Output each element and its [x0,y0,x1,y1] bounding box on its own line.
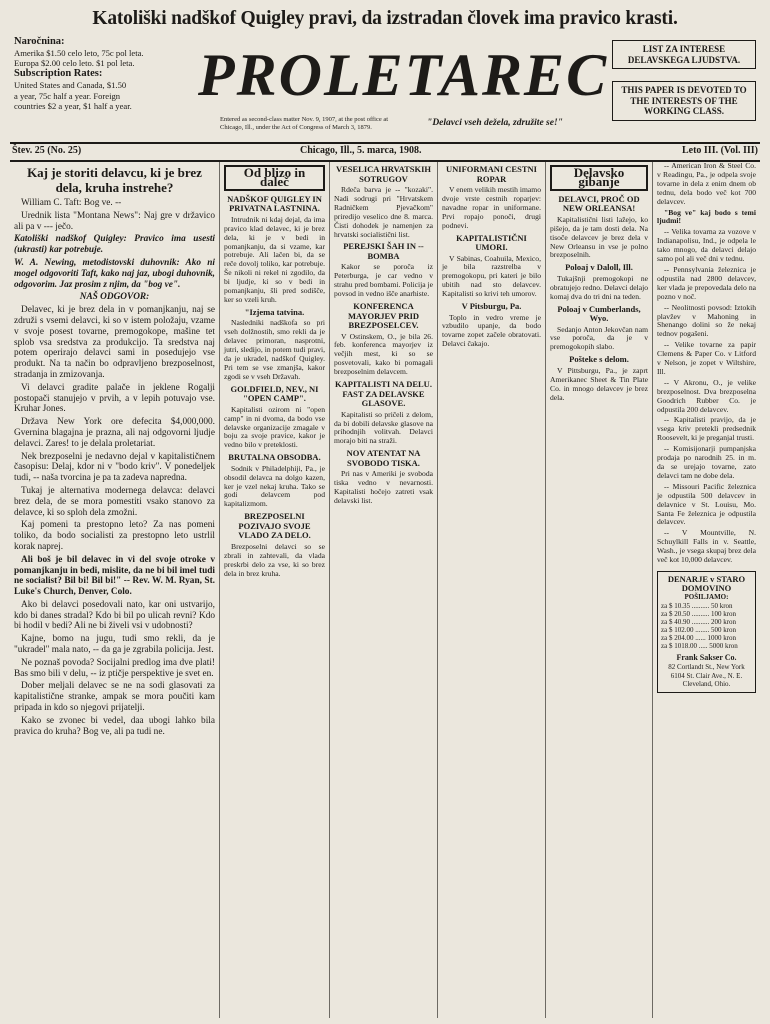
article-title: Poloaj v Daloll, Ill. [565,262,633,273]
headline-banner: Katoliški nadškof Quigley pravi, da izstradan človek ima pravico krasti. [92,8,678,29]
brief-paragraph: Vi delavci gradite palače in jeklene Rogalji postopači stanujejo v prvih, a v lepih potuvajo vse. Kruhar Jones. [14,382,215,415]
brief-paragraph: Nek brezposelni je nedavno dejal v kapitalističnem časopisu: Delaj, kdor ni v "bodo kriv". V ponedeljek tudi, -- naša tvorcina je pa ta zadeva napredna. [14,451,215,484]
brief-paragraph: Kaj pomeni ta prestopno leto? Za nas pomeni toliko, da bodo socialisti za prestopno leto ustrlil korak naprej. [14,520,215,552]
article-title: PEREJSKI ŠAH IN -- BOMBA [343,241,424,261]
ad-title: DENARJE v STARO DOMOVINO [667,573,746,593]
rates-line: Europa $2.00 celo leto. $1 pol leta. [14,58,135,69]
article-text: Pri nas v Ameriki je svoboda tiska vedno v nevarnosti. Kapitalisti hočejo zatreti vsak delavski list. [334,469,433,505]
column-3 [330,162,438,1018]
lead-paragraph: William C. Taft: Bog ve. -- [21,198,122,208]
newspaper-page [10,6,760,1018]
column-1 [10,162,220,1018]
article-title: KAPITALISTIČNI UMORI. [456,232,527,253]
ad-address: 6104 St. Clair Ave., N. E. Cleveland, Ohio. [670,671,743,689]
article-text: Kapitalistični listi lažejo, ko pišejo, da je tam dosti dela. Na tisoče delavcev je brez dela v New Orleansu in vse je polno brezposelnih. [550,214,648,260]
article-text: Sodnik v Philadelphiji, Pa., je obsodil delavca na dolgo kazen, ker je vzel nekaj kruha. Tako se godi delavcem pod kapitalizmom. [224,463,325,509]
ad-subtitle: POŠILJAMO: [684,592,729,601]
article-text: Toplo in vedro vreme je vzbudilo upanje, da bodo tovarne zopet začele obratovati. Delavci čakajo. [442,312,541,349]
brief-paragraph: Ne poznaš povoda? Socijalni predlog ima dve plati! Bas smo bili v delu, -- iz ptičje perspektive je svet en. [14,657,215,679]
article-title: GOLDFIELD, NEV., NI "OPEN CAMP". [230,383,319,404]
columns [10,162,760,1018]
volume: Leto III. (Vol. III) [681,145,758,156]
brief-paragraph: Kajne, bomo na jugu, tudi smo rekli, da je "ukradel" mala nato, -- da ga je zgrabila policija. Jest. [14,634,215,656]
money-transfer-advertisement [657,571,756,693]
article-title: VESELICA HRVATSKIH SOTRUGOV [335,164,432,184]
brief-paragraph: -- Velike tovarne za papir Clemens & Paper Co. v Litford v Nelson, je zopet v Wiltshire, Ill. [657,340,756,376]
brief-paragraph: Tukaj je alternativa modernega delavca: delavci brez dela, de se mora pomestiti vsako stanovo za delavce, ki so sploh dela zmožni. [14,485,215,518]
article-text: Kapitalisti so pričeli z delom, da bi dobili delavske glasove na prihodnjih volitvah. Delavci morajo biti na straži. [334,409,433,446]
article-title: DELAVCI, PROČ OD NEW ORLEANSA! [558,193,640,214]
masthead [10,32,760,142]
dateline [10,142,760,162]
article-text: V Pittsburgu, Pa., je zaprt Amerikanec Sheet & Tin Plate Co. in mnogo delavcev je brez dela. [550,365,648,402]
rates-line: Amerika $1.50 celo leto, 75c pol leta. [14,48,144,58]
lead-paragraph: Katoliški nadškof Quigley: Pravico ima usesti (ukrasti) kar potrebuje. [14,234,215,256]
article-text: Rdeča barva je -- "kozaki". Nadi sodrugi pri "Hrvatskem Radničkem Pjevačkom" priredijo veselico dne 8. marca. Čisti dohodek je namenjen za hrvatski socialistični list. [334,185,433,239]
brief-paragraph: Ako bi delavci posedovali nato, kar oni ustvarijo, kdo bi danes stradal? Kdo bi bil po ulicah revni? Kdo bi hodil v bedi? Ali ne bi živeli vsi v udobnosti? [14,599,215,632]
article-title: KONFERENCA MAYORJEV PRID BREZPOSELCEV. [347,301,420,331]
article-text: Intrudnik ni kdaj dejal, da ima pravico klad delavec, ki je brez dela, ki je v bedi in pomanjkanju, da si vzame, kar potrebuje. Ali lačen bi, da se reče dovolj toliko, kar potrebuje. Še nikoli ni rekel ni zgodilo, da bi ljudje, ki so v bedi in pomanjkanju, šli pred sodišče, ker so vzeli kruh. [224,214,325,304]
ad-rate-row: za $ 102.00 ........ 500 kron [661,625,737,634]
column-2 [220,162,330,1018]
brief-paragraph: Kako se zvonec bi vedel, daa ubogi lahko bila pravica do kruha? Bog ve, ali pa tudi ne. [14,715,215,737]
brief-paragraph: -- Kapitalisti pravijo, da je vsega kriv pretekli predsednik Roosevelt, ki je preganjal trusti. [657,415,756,443]
ad-rate-row: za $ 40.90 .......... 200 kron [661,617,737,626]
ad-rate-row: za $ 20.50 .......... 100 kron [661,609,737,618]
issue-number: Štev. 25 (No. 25) [12,145,82,156]
registration-notice: Entered as second-class matter Nov. 9, 1907, at the post office at Chicago, Ill., under the Act of Congress of March 3, 1879. [220,116,389,131]
brief-paragraph: -- V Akronu, O., je velike brezposelnost. Dva brezposelna Goodrich Rubber Co. je odpustila 200 delavcev. [657,377,756,414]
article-title: KAPITALISTI NA DELU. FAST ZA DELAVSKE GLASOVE. [335,379,432,409]
newspaper-logo: PROLETAREC [198,42,609,108]
section-heading: Od blizo in daleč [224,165,325,191]
brief-paragraph: "Bog ve" kaj bodo s temi ljudmi! [657,207,756,226]
brief-paragraph: -- Pennsylvania železnica je odpustila nad 2800 delavcev, ker vlada je prepovedala delo na pozno v noč. [657,264,756,301]
lead-paragraph: Urednik lista "Montana News": Naj gre v državico ali pa v --- ječo. [14,210,215,232]
brief-paragraph: -- Komisijonarji pumpanjska prodaja po narodnih 25. in m. da se urejajo tovarne, zato delavci tam ne dobe dela. [657,444,756,480]
column-5 [546,162,653,1018]
column-4 [438,162,546,1018]
article-title: Pošteke s delom. [569,354,629,365]
slovene-tagline-box: LIST ZA INTERESE DELAVSKEGA LJUDSTVA. [612,40,756,69]
masthead-boxes [612,40,756,133]
ad-company-name: Frank Sakser Co. [676,652,737,662]
article-title: NADŠKOF QUIGLEY IN PRIVATNA LASTNINA. [227,193,322,214]
article-text: Tukajšnji premogokopi ne obratujejo redno. Delavci delajo komaj dva do tri dni na teden. [550,273,648,301]
article-title: NOV ATENTAT NA SVOBODO TISKA. [346,448,421,468]
brief-paragraph: -- V Mountville, N. Schuylkill Falls in v. Seattle, Wash., je vsega skupaj brez dela več kot 10,000 delavcev. [657,528,756,565]
ad-rate-row: za $ 1018.00 ..... 5000 kron [661,641,738,650]
article-text: Nasledniki nadškofa so pri vseh dolžnostih, smo rekli da je delavec primoran, nasprotni, jutri, sledijo, in potem tudi pravi, da je ukradel, nadškof Quigley. Pri tem se vse zmanjša, kakor zgodi se v vseh Državah. [224,318,325,381]
subscription-line: countries $2 a year, $1 half a year. [14,100,132,111]
motto: "Delavci vseh dežela, združite se!" [427,118,563,128]
ad-rate-row: za $ 204.00 ...... 1000 kron [661,633,737,642]
english-tagline-box: THIS PAPER IS DEVOTED TO THE INTERESTS OF THE WORKING CLASS. [612,81,756,121]
article-text: V enem velikih mestih imamo dvoje vrste cestnih roparjev: navadne ropar in uniformane. Prvi ropajo ponoči, drugi podnevi. [442,185,541,230]
our-answer-heading: NAŠ ODGOVOR: [79,292,150,303]
ad-address: 82 Cortlandt St., New York [668,662,745,671]
lead-paragraph: W. A. Newing, metodistovski duhovnik: Ako ni mogel odgovoriti Taft, kako naj jaz, ubogi duhovnik, odgovorim. Jaz prosim z njim, da "bog ve". [14,257,215,290]
brief-paragraph: Ali boš je bil delavec in vi del svoje otroke v pomanjkanju in bedi, mislite, da ne bi bil imel tudi ne socialist? Bil bi! Bil bi!" -- Rev. W. M. Ryan, St. Luke's Church, Denver, Colo. [14,554,215,598]
article-text: Kapitalisti ozirom ni "open camp" in ni dvoma, da bodo vse delavske organizacije zmagale v boju za svoje pravice, kakor je vedno bilo v preteklosti. [224,404,325,450]
brief-paragraph: -- Neolitnosti povsod: Iztokih plavžev v Mahoning in Shenango dolini so že nekaj tednov pogašeni. [657,302,756,339]
rates-title: Naročnina: [14,36,65,47]
article-title: "Izjema tatvina. [244,306,305,317]
article-text: V Sabinas, Coahuila, Mexico, je bila razstrelba v premogokopu, pri kateri je bilo ubitih nad sto delavcev. Kapitalisti so krivi teh umorov. [442,253,541,299]
article-text: V Ostinskem, O., je bila 26. feb. konferenca mayorjev iz večjih mest, ki so se posvetovali, kako bi pomagali brezposelnim delavcem. [334,331,433,377]
section-heading: Delavsko gibanje [550,165,648,191]
article-title: BREZPOSELNI POZIVAJO SVOJE VLADO ZA DELO. [238,511,311,541]
brief-paragraph: Dober meljali delavec se ne na sodi glasovati za kapitalistične stranke, ampak se mora poučiti kam pripada in kdo so njegovi prijatelji. [14,681,215,714]
article-title: UNIFORMANI CESTNI ROPAR [446,164,537,184]
lead-article-title: Kaj je storiti delavcu, ki je brez dela, kruha instrehe? [27,165,202,195]
brief-paragraph: -- American Iron & Steel Co. v Readingu, Pa., je odpela svoje tovarne in dela z enim dnem ob tednu, dela bodo več kot 700 delavcev. [657,162,756,206]
subscription-title: Subscription Rates: [14,68,103,80]
brief-paragraph: -- Missouri Pacific železnica je odpustila 500 delavcev in delavnice v St. Louisu, Mo. Santa Fe železnica je odpustila delavcev. [657,481,756,527]
article-title: BRUTALNA OBSODBA. [228,452,321,463]
column-6 [653,162,760,1018]
subscription-line: United States and Canada, $1.50 [14,80,127,91]
brief-paragraph: -- Velika tovarna za vozove v Indianapolisu, Ind., je odpela le tako mnogo, da delavci delajo samo pol ali več dni v tednu. [657,227,756,264]
lead-paragraph: Delavec, ki je brez dela in v pomanjkanju, naj se združi s vsemi delavci, ki so v istem položaju, vzame v svoje posest tovarne, premogokope, mašine tet splob vsa sredstva za produkcijo. Ta sredstva naj potem operirajo delavci sami in posedujejo vse produkt. Na ta način bo odpravljeno brezposelnost, stradanja in zmizovanja. [14,305,215,380]
subscription-line: a year, 75c half a year. Foreign [14,90,121,101]
place-date: Chicago, Ill., 5. marca, 1908. [300,145,422,156]
article-title: Poloaj v Cumberlands, Wyo. [557,303,641,324]
article-text: Brezposelni delavci so se zbrali in zahtevali, da vlada preskrbi delo za vse, ki so brez dela in brez kruha. [224,541,325,578]
article-title: V Pitsburgu, Pa. [461,301,522,312]
ad-rate-row: za $ 10.35 .......... 50 kron [661,601,733,610]
brief-paragraph: Država New York ore defecita $4,000,000. Gvernina blagajna je prazna, ali naj odgovorni ljudje delavci. Zares! to je delala proletariat. [14,417,215,449]
subscription-rates [14,36,189,111]
article-text: Kakor se poroča iz Peterburga, je car vedno v strahu pred bombami. Policija je povsod in vedno išče anarhiste. [334,262,433,299]
article-text: Sedanjo Anton Jekovčan nam vse poroča, da je v premogokopih slabo. [550,324,648,352]
